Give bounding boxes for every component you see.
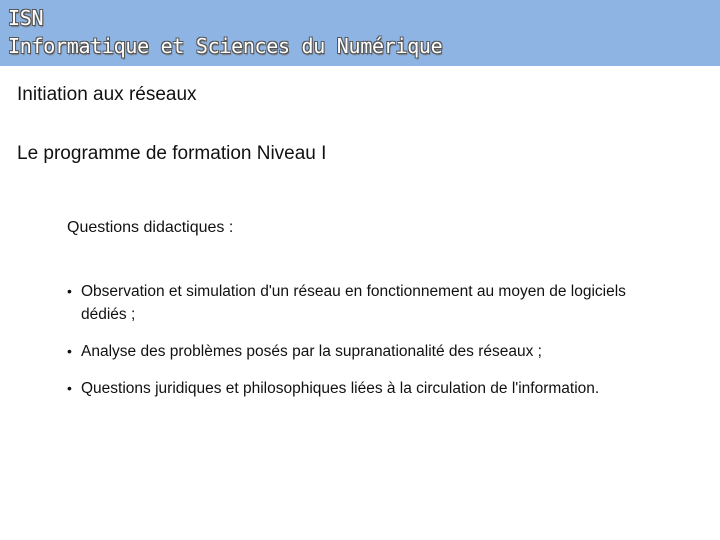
list-item	[67, 280, 651, 326]
list-item-text: Observation et simulation d'un réseau en fonctionnement au moyen de logiciels dédiés ;	[81, 283, 626, 323]
program-title: Le programme de formation Niveau I	[17, 143, 327, 164]
list-item	[67, 340, 651, 363]
bullet-list	[67, 280, 667, 414]
header-subtitle: Informatique et Sciences du Numérique	[8, 34, 443, 58]
list-item	[67, 377, 611, 400]
section-title: Questions didactiques :	[67, 219, 234, 236]
list-item-text: Questions juridiques et philosophiques liées à la circulation de l'information.	[81, 380, 600, 397]
bullet-icon: •	[67, 380, 72, 396]
header-acronym: ISN	[8, 6, 44, 30]
header-bar	[0, 0, 720, 66]
list-item-text: Analyse des problèmes posés par la supranationalité des réseaux ;	[81, 343, 542, 360]
bullet-icon: •	[67, 283, 72, 299]
bullet-icon: •	[67, 343, 72, 359]
course-title: Initiation aux réseaux	[17, 84, 197, 105]
